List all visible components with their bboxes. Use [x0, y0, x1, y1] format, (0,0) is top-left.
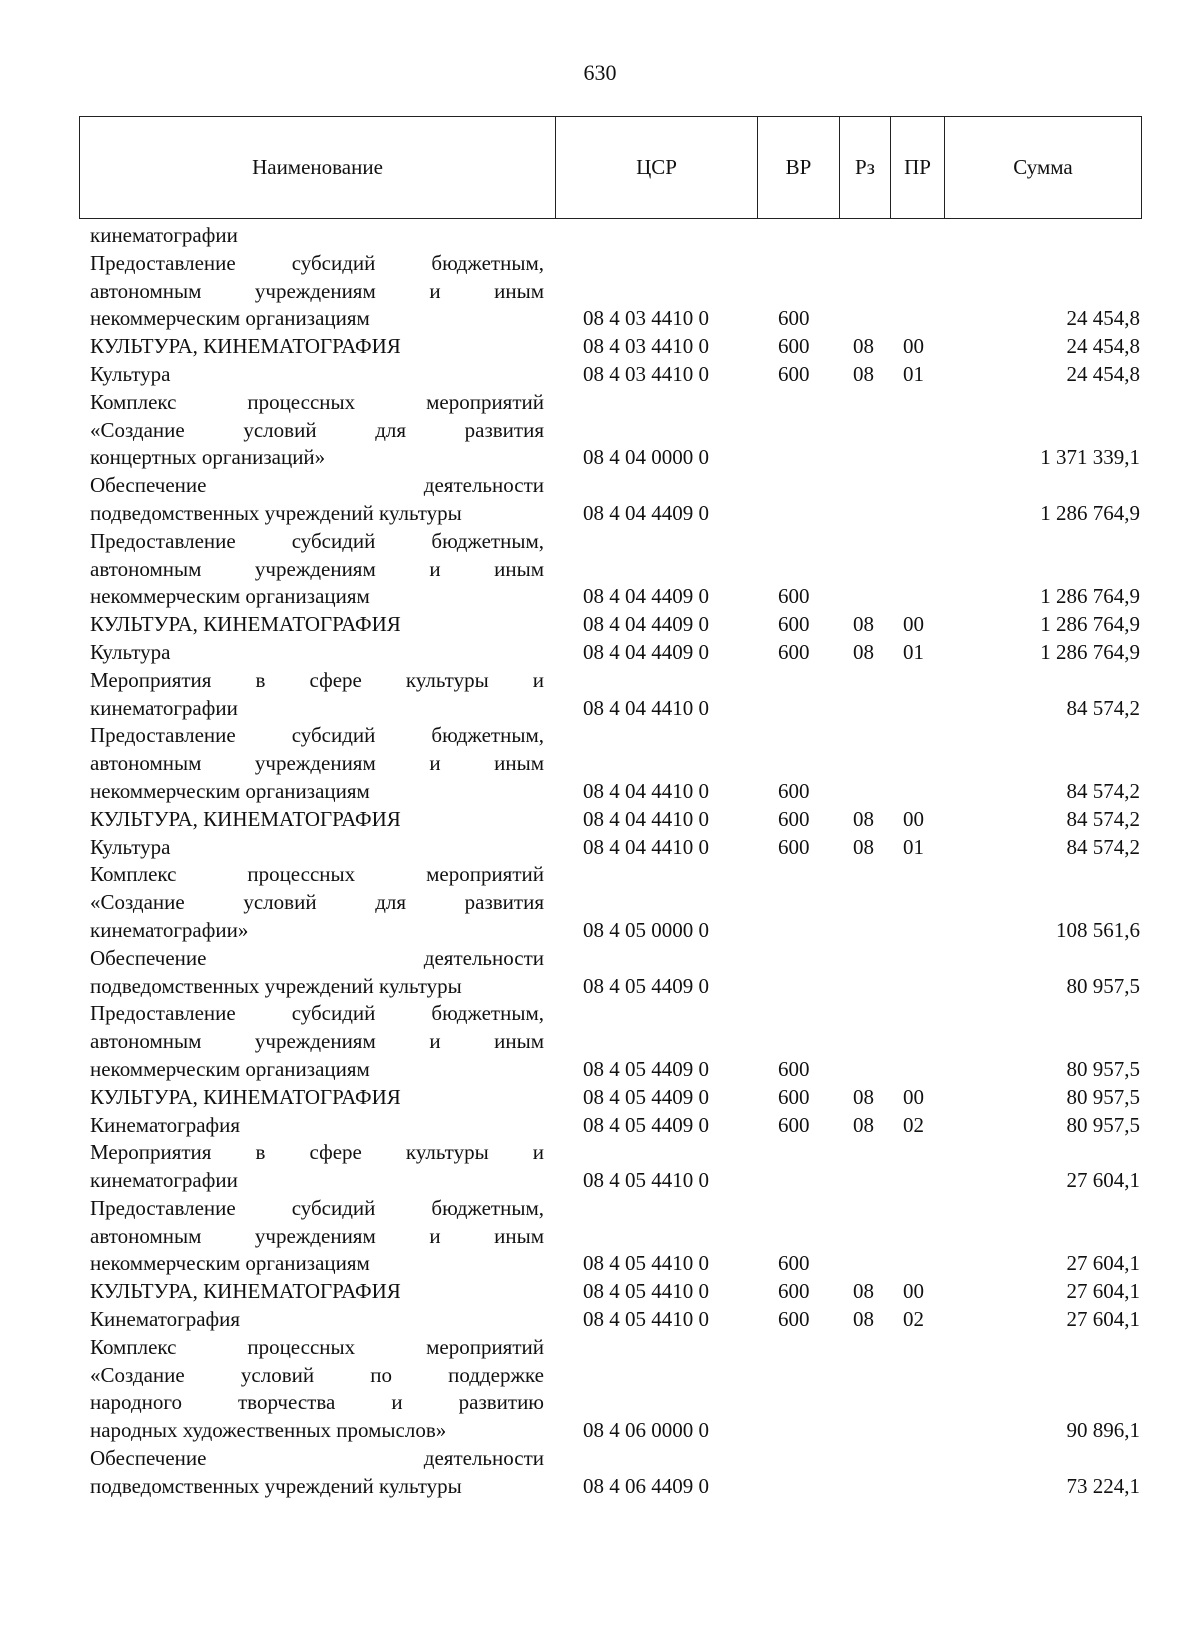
row-rz: 08 — [853, 1084, 874, 1109]
row-name-line: «Создание условий для развития — [90, 417, 544, 442]
row-sum: 1 371 339,1 — [1040, 445, 1140, 470]
row-name — [90, 1306, 544, 1334]
row-name — [90, 1139, 544, 1195]
row-csr: 08 4 04 4409 0 — [583, 639, 709, 664]
row-rz: 08 — [853, 1279, 874, 1304]
table-body — [90, 222, 1140, 1501]
row-vr: 600 — [778, 1112, 810, 1137]
row-name-line: КУЛЬТУРА, КИНЕМАТОГРАФИЯ — [90, 1084, 401, 1109]
table-row — [90, 472, 1140, 528]
table-row — [90, 250, 1140, 333]
row-pr: 02 — [903, 1307, 924, 1332]
row-csr: 08 4 04 4410 0 — [583, 806, 709, 831]
row-name-line: автономным учреждениям и иным — [90, 278, 544, 303]
row-sum: 24 454,8 — [1066, 306, 1140, 331]
row-name — [90, 389, 544, 472]
row-name-line: Мероприятия в сфере культуры и — [90, 1140, 544, 1165]
row-name-line: некоммерческим организациям — [90, 1056, 370, 1081]
row-rz: 08 — [853, 1307, 874, 1332]
row-pr: 01 — [903, 361, 924, 386]
row-name — [90, 1445, 544, 1501]
row-name — [90, 667, 544, 723]
row-name-line: концертных организаций» — [90, 445, 326, 470]
row-name-line: автономным учреждениям и иным — [90, 1029, 544, 1054]
row-rz: 08 — [853, 806, 874, 831]
row-pr: 00 — [903, 1084, 924, 1109]
row-name-line: автономным учреждениям и иным — [90, 556, 544, 581]
table-row — [90, 945, 1140, 1001]
row-vr: 600 — [778, 584, 810, 609]
row-sum: 27 604,1 — [1066, 1279, 1140, 1304]
page-number: 630 — [583, 60, 617, 85]
row-csr: 08 4 04 4409 0 — [583, 584, 709, 609]
row-csr: 08 4 05 4409 0 — [583, 1056, 709, 1081]
table-row — [90, 806, 1140, 834]
row-name-line: кинематографии — [90, 1168, 238, 1193]
table-row — [90, 639, 1140, 667]
row-pr: 00 — [903, 612, 924, 637]
row-vr: 600 — [778, 1279, 810, 1304]
row-rz: 08 — [853, 1112, 874, 1137]
row-name-line: Мероприятия в сфере культуры и — [90, 667, 544, 692]
table-header — [79, 116, 1142, 219]
header-vr: ВР — [758, 117, 840, 218]
table-row — [90, 1306, 1140, 1334]
row-name-line: Культура — [90, 361, 171, 386]
row-pr: 02 — [903, 1112, 924, 1137]
row-name — [90, 639, 544, 667]
row-vr: 600 — [778, 1251, 810, 1276]
row-name-line: Культура — [90, 834, 171, 859]
row-csr: 08 4 03 4410 0 — [583, 334, 709, 359]
header-rz: Рз — [840, 117, 891, 218]
table-row — [90, 1084, 1140, 1112]
row-name — [90, 361, 544, 389]
row-name — [90, 1334, 544, 1445]
row-name-line: кинематографии — [90, 695, 238, 720]
row-sum: 80 957,5 — [1066, 1112, 1140, 1137]
row-sum: 1 286 764,9 — [1040, 500, 1140, 525]
row-name — [90, 1084, 544, 1112]
row-sum: 80 957,5 — [1066, 1084, 1140, 1109]
row-name-line: Комплекс процессных мероприятий — [90, 862, 544, 887]
row-name-line: некоммерческим организациям — [90, 1251, 370, 1276]
row-name-line: КУЛЬТУРА, КИНЕМАТОГРАФИЯ — [90, 334, 401, 359]
row-vr: 600 — [778, 639, 810, 664]
row-sum: 90 896,1 — [1066, 1418, 1140, 1443]
row-csr: 08 4 05 4409 0 — [583, 973, 709, 998]
row-sum: 27 604,1 — [1066, 1307, 1140, 1332]
row-name — [90, 722, 544, 805]
table-row — [90, 1334, 1140, 1445]
row-csr: 08 4 04 0000 0 — [583, 445, 709, 470]
row-csr: 08 4 04 4409 0 — [583, 612, 709, 637]
row-sum: 84 574,2 — [1066, 778, 1140, 803]
row-name-line: КУЛЬТУРА, КИНЕМАТОГРАФИЯ — [90, 806, 401, 831]
row-name — [90, 1278, 544, 1306]
row-name-line: подведомственных учреждений культуры — [90, 500, 462, 525]
row-name — [90, 806, 544, 834]
row-name — [90, 945, 544, 1001]
row-name-line: кинематографии — [90, 223, 238, 247]
row-name — [90, 834, 544, 862]
table-row — [90, 1445, 1140, 1501]
row-sum: 1 286 764,9 — [1040, 639, 1140, 664]
row-sum: 108 561,6 — [1056, 917, 1140, 942]
table-row — [90, 722, 1140, 805]
row-name — [90, 1112, 544, 1140]
row-pr: 01 — [903, 834, 924, 859]
table-row — [90, 611, 1140, 639]
row-vr: 600 — [778, 806, 810, 831]
row-csr: 08 4 06 0000 0 — [583, 1418, 709, 1443]
row-pr: 00 — [903, 806, 924, 831]
row-rz: 08 — [853, 361, 874, 386]
table-row — [90, 222, 1140, 250]
row-name-line: Предоставление субсидий бюджетным, — [90, 723, 544, 748]
row-vr: 600 — [778, 1056, 810, 1081]
row-name — [90, 250, 544, 333]
row-name — [90, 611, 544, 639]
row-sum: 80 957,5 — [1066, 1056, 1140, 1081]
row-name-line: кинематографии» — [90, 917, 249, 942]
row-name-line: Предоставление субсидий бюджетным, — [90, 1195, 544, 1220]
header-pr: ПР — [891, 117, 945, 218]
row-rz: 08 — [853, 639, 874, 664]
table-row — [90, 389, 1140, 472]
row-csr: 08 4 05 4410 0 — [583, 1251, 709, 1276]
table-row — [90, 834, 1140, 862]
table-row — [90, 1112, 1140, 1140]
row-sum: 1 286 764,9 — [1040, 584, 1140, 609]
row-name-line: КУЛЬТУРА, КИНЕМАТОГРАФИЯ — [90, 612, 401, 637]
row-vr: 600 — [778, 778, 810, 803]
row-sum: 27 604,1 — [1066, 1251, 1140, 1276]
row-csr: 08 4 05 0000 0 — [583, 917, 709, 942]
row-name — [90, 528, 544, 611]
row-vr: 600 — [778, 1084, 810, 1109]
row-vr: 600 — [778, 334, 810, 359]
row-name — [90, 1000, 544, 1083]
row-csr: 08 4 06 4409 0 — [583, 1473, 709, 1498]
row-csr: 08 4 04 4409 0 — [583, 500, 709, 525]
row-name-line: некоммерческим организациям — [90, 306, 370, 331]
row-name-line: автономным учреждениям и иным — [90, 1223, 544, 1248]
row-name-line: «Создание условий по поддержке — [90, 1362, 544, 1387]
row-name — [90, 333, 544, 361]
row-sum: 24 454,8 — [1066, 361, 1140, 386]
row-sum: 84 574,2 — [1066, 695, 1140, 720]
header-name: Наименование — [80, 117, 556, 218]
row-name — [90, 861, 544, 944]
table-row — [90, 1000, 1140, 1083]
row-sum: 73 224,1 — [1066, 1473, 1140, 1498]
row-csr: 08 4 05 4410 0 — [583, 1307, 709, 1332]
row-csr: 08 4 04 4410 0 — [583, 695, 709, 720]
row-name-line: некоммерческим организациям — [90, 778, 370, 803]
row-csr: 08 4 05 4410 0 — [583, 1279, 709, 1304]
row-pr: 01 — [903, 639, 924, 664]
row-name-line: автономным учреждениям и иным — [90, 751, 544, 776]
row-name-line: Предоставление субсидий бюджетным, — [90, 528, 544, 553]
table-row — [90, 1139, 1140, 1195]
table-row — [90, 361, 1140, 389]
row-sum: 84 574,2 — [1066, 806, 1140, 831]
row-name-line: Предоставление субсидий бюджетным, — [90, 250, 544, 275]
table-row — [90, 528, 1140, 611]
header-sum: Сумма — [1013, 155, 1073, 179]
row-sum: 1 286 764,9 — [1040, 612, 1140, 637]
row-name — [90, 472, 544, 528]
row-rz: 08 — [853, 612, 874, 637]
row-csr: 08 4 04 4410 0 — [583, 778, 709, 803]
row-vr: 600 — [778, 1307, 810, 1332]
row-name-line: Комплекс процессных мероприятий — [90, 1334, 544, 1359]
row-name-line: Кинематография — [90, 1112, 241, 1137]
row-name — [90, 1195, 544, 1278]
row-sum: 84 574,2 — [1066, 834, 1140, 859]
row-name-line: народных художественных промыслов» — [90, 1418, 447, 1443]
table-row — [90, 667, 1140, 723]
row-vr: 600 — [778, 612, 810, 637]
row-vr: 600 — [778, 306, 810, 331]
row-vr: 600 — [778, 361, 810, 386]
row-csr: 08 4 05 4410 0 — [583, 1168, 709, 1193]
row-name-line: Комплекс процессных мероприятий — [90, 389, 544, 414]
header-csr: ЦСР — [556, 117, 758, 218]
row-sum: 24 454,8 — [1066, 334, 1140, 359]
row-csr: 08 4 04 4410 0 — [583, 834, 709, 859]
row-pr: 00 — [903, 1279, 924, 1304]
row-csr: 08 4 05 4409 0 — [583, 1084, 709, 1109]
table-row — [90, 1195, 1140, 1278]
row-name-line: Культура — [90, 639, 171, 664]
row-name-line: подведомственных учреждений культуры — [90, 973, 462, 998]
row-vr: 600 — [778, 834, 810, 859]
table-row — [90, 333, 1140, 361]
row-csr: 08 4 05 4409 0 — [583, 1112, 709, 1137]
row-name-line: Кинематография — [90, 1307, 241, 1332]
row-name-line: КУЛЬТУРА, КИНЕМАТОГРАФИЯ — [90, 1279, 401, 1304]
row-name-line: некоммерческим организациям — [90, 584, 370, 609]
row-name-line: Предоставление субсидий бюджетным, — [90, 1001, 544, 1026]
row-csr: 08 4 03 4410 0 — [583, 361, 709, 386]
row-name-line: Обеспечение деятельности — [90, 945, 544, 970]
row-name-line: подведомственных учреждений культуры — [90, 1473, 462, 1498]
row-name-line: «Создание условий для развития — [90, 890, 544, 915]
row-name — [90, 222, 544, 250]
table-row — [90, 861, 1140, 944]
row-csr: 08 4 03 4410 0 — [583, 306, 709, 331]
row-rz: 08 — [853, 834, 874, 859]
row-sum: 80 957,5 — [1066, 973, 1140, 998]
row-sum: 27 604,1 — [1066, 1168, 1140, 1193]
row-pr: 00 — [903, 334, 924, 359]
row-name-line: народного творчества и развитию — [90, 1390, 544, 1415]
row-name-line: Обеспечение деятельности — [90, 1446, 544, 1471]
row-name-line: Обеспечение деятельности — [90, 473, 544, 498]
table-row — [90, 1278, 1140, 1306]
row-rz: 08 — [853, 334, 874, 359]
